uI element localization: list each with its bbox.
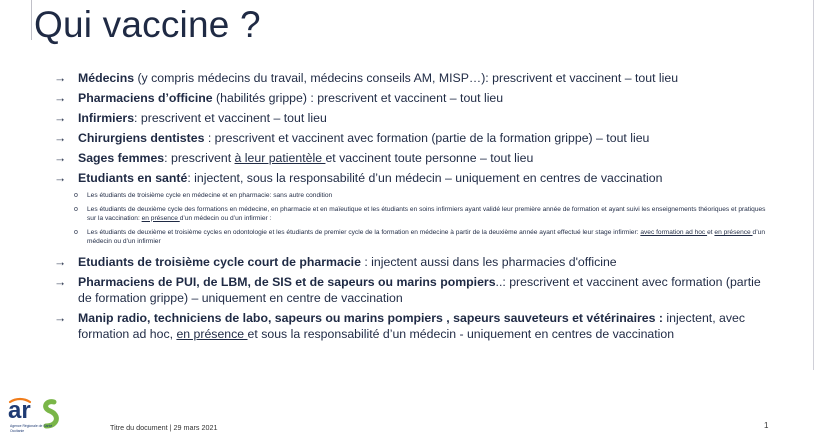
item-text: (habilités grippe) : prescrivent et vaccinent – tout lieu	[212, 91, 504, 105]
arrow-icon: →	[54, 255, 67, 270]
list-item-etudiants-pharmacie	[54, 254, 774, 270]
item-underline: en présence	[176, 327, 248, 342]
arrow-icon: →	[54, 111, 67, 125]
item-bold: Pharmaciens d’officine	[78, 91, 213, 105]
list-item-pharmaciens	[54, 90, 774, 106]
arrow-icon: →	[54, 275, 67, 290]
item-bold: Pharmaciens de PUI, de LBM, de SIS et de sapeurs ou marins pompiers	[78, 275, 496, 290]
sub-item-underline: en présence	[714, 229, 753, 237]
sub-item	[54, 229, 774, 246]
list-item-medecins	[54, 70, 774, 86]
sub-item-text: d’un médecin ou d’un infirmier	[87, 229, 765, 245]
page-number: 1	[764, 421, 769, 430]
list-item-sages-femmes	[54, 150, 774, 166]
list-item-pharmaciens-pui	[54, 274, 774, 306]
list-item-manip-radio	[54, 310, 774, 342]
sub-item-text: et	[707, 229, 715, 237]
circle-bullet-icon: o	[74, 206, 78, 214]
item-text: : injectent aussi dans les pharmacies d'officine	[360, 255, 617, 270]
sub-item-text: Les étudiants de deuxième et troisième cycles en odontologie et les étudiants de premier cycle de la formation en médecine à partir de la deuxième année ayant effectué leur stage infirmier:	[87, 229, 641, 237]
item-text: : prescrivent	[164, 151, 235, 165]
logo-s-shape	[46, 402, 57, 426]
footer-doc-title: Titre du document | 29 mars 2021	[110, 423, 218, 432]
item-text: (y compris médecins du travail, médecins conseils AM, MISP…): prescrivent et vaccinent – tout lieu	[134, 71, 679, 85]
item-underline: à leur patientèle	[234, 151, 326, 165]
item-bold: Etudiants de troisième cycle court de pharmacie	[78, 255, 361, 270]
sub-item-text: Les étudiants de deuxième cycle des formations en médecine, en pharmacie et en maïeutique et les étudiants en soins infirmiers ayant validé leur première année de formation et ayant suivi les enseignements théoriques et pratiques sur la vaccination:	[87, 206, 766, 222]
sub-item	[54, 206, 774, 223]
list-item-infirmiers	[54, 110, 774, 126]
arrow-icon: →	[54, 171, 67, 185]
item-text: et sous la responsabilité d’un médecin - uniquement en centres de vaccination	[247, 327, 675, 342]
item-bold: Etudiants en santé	[78, 171, 188, 185]
sub-item-text: Les étudiants de troisième cycle en médecine et en pharmacie: sans autre condition	[87, 192, 333, 199]
item-text: et vaccinent toute personne – tout lieu	[325, 151, 534, 165]
logo-sub2: Occitanie	[10, 429, 25, 433]
right-divider-line	[813, 0, 814, 370]
ars-logo	[8, 396, 72, 436]
item-text: : injectent, sous la responsabilité d’un médecin – uniquement en centres de vaccination	[187, 171, 663, 185]
sub-item	[54, 192, 774, 200]
item-bold: Manip radio, techniciens de labo, sapeurs ou marins pompiers , sapeurs sauveteurs et vétérinaires :	[78, 311, 663, 326]
item-bold: Sages femmes	[78, 151, 165, 165]
arrow-icon: →	[54, 71, 67, 85]
list-item-etudiants	[54, 170, 774, 186]
circle-bullet-icon: o	[74, 192, 78, 199]
arrow-icon: →	[54, 131, 67, 145]
slide-title: Qui vaccine ?	[34, 4, 261, 45]
logo-sub1: Agence Régionale de Santé	[10, 424, 53, 428]
arrow-icon: →	[54, 311, 67, 326]
sub-item-underline: en présence	[141, 214, 180, 222]
arrow-icon: →	[54, 151, 67, 165]
item-bold: Médecins	[78, 71, 135, 85]
slide-content	[54, 70, 774, 346]
logo-ar: ar	[8, 397, 31, 424]
sub-list	[54, 192, 774, 246]
arrow-icon: →	[54, 91, 67, 105]
item-text: ..: prescrivent et vaccinent avec formation (partie de formation grippe) – uniquement en centre de vaccination	[78, 275, 761, 306]
sub-item-underline: avec formation ad hoc	[640, 229, 708, 237]
sub-item-text: d’un médecin ou d’un infirmier :	[179, 214, 272, 222]
item-text: : prescrivent et vaccinent avec formation (partie de la formation grippe) – tout lieu	[204, 131, 650, 145]
title-divider-line	[31, 0, 32, 40]
circle-bullet-icon: o	[74, 229, 78, 237]
item-bold: Chirurgiens dentistes	[78, 131, 205, 145]
item-text: injectent, avec formation ad hoc,	[78, 311, 746, 342]
item-bold: Infirmiers	[78, 111, 135, 125]
item-text: : prescrivent et vaccinent – tout lieu	[134, 111, 327, 125]
list-item-dentistes	[54, 130, 774, 146]
